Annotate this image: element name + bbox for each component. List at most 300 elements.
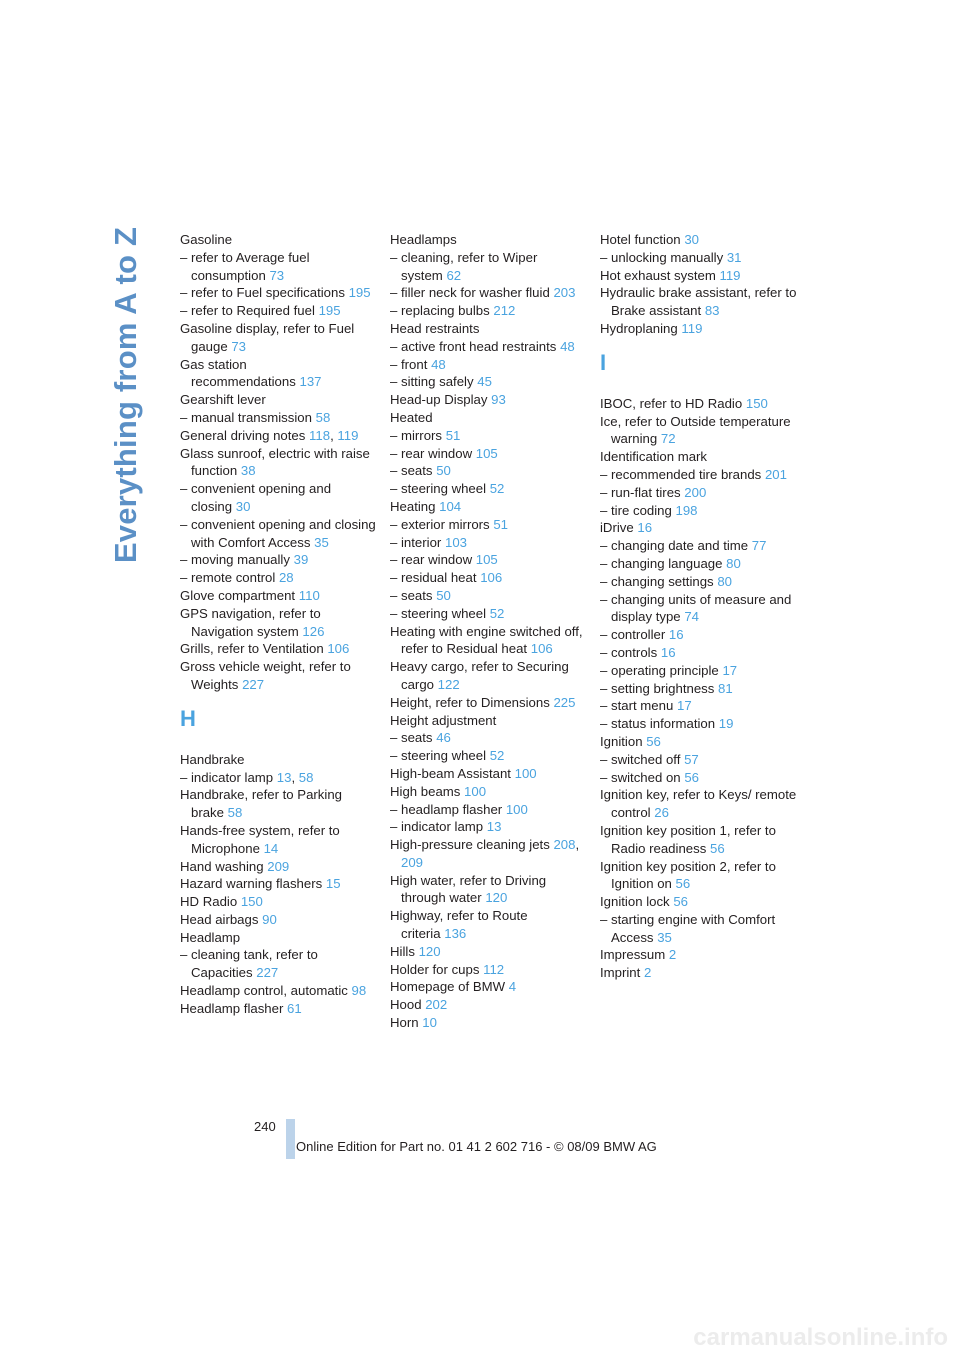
index-entry (600, 715, 800, 733)
page-ref-link[interactable]: 15 (325, 876, 341, 892)
entry-text: General driving notes (180, 427, 306, 443)
entry-text: – changing date and time (600, 538, 749, 554)
page-ref-link[interactable]: 209 (401, 854, 424, 870)
index-entry (600, 448, 800, 466)
index-entry (600, 320, 800, 338)
index-entry (390, 445, 590, 463)
entry-text: High-pressure cleaning jets (390, 837, 550, 853)
entry-text: – steering wheel (390, 748, 487, 764)
entry-text: Headlamps (390, 232, 457, 247)
index-entry (390, 765, 590, 783)
index-entry (600, 662, 800, 680)
page-ref-link[interactable]: 119 (719, 267, 741, 283)
page-ref-link[interactable]: 72 (660, 431, 676, 447)
page-ref-link[interactable]: 227 (242, 676, 265, 692)
index-entry (180, 1000, 380, 1018)
index-entry (600, 231, 800, 249)
section-letter: I (600, 349, 607, 375)
entry-text: – sitting safely (390, 374, 474, 390)
index-entry (390, 373, 590, 391)
entry-text: – unlocking manually (600, 249, 724, 265)
index-entry (600, 697, 800, 715)
index-entry (390, 658, 590, 694)
entry-text: – starting engine with Comfort Access (600, 911, 776, 945)
entry-text: Identification mark (600, 449, 708, 465)
entry-text: Headlamp control, automatic (180, 983, 348, 999)
entry-text: Head airbags (180, 911, 259, 927)
index-entry (390, 872, 590, 908)
page-ref-link[interactable]: 50 (436, 463, 451, 479)
index-entry (390, 427, 590, 445)
entry-text: Glove compartment (180, 587, 296, 603)
index-entry (180, 445, 380, 481)
entry-text: Heated (390, 409, 433, 425)
page-ref-link[interactable]: 28 (278, 570, 294, 586)
page-ref-link[interactable]: 104 (439, 498, 462, 514)
page-ref-link[interactable]: 77 (751, 538, 767, 554)
index-entry (180, 858, 380, 876)
page-ref-link[interactable]: 110 (298, 587, 320, 603)
index-entry (600, 484, 800, 502)
page-ref-link[interactable]: 2 (643, 965, 652, 981)
side-section-title (102, 226, 150, 564)
page-ref-link[interactable]: 52 (489, 481, 505, 497)
index-entry (600, 466, 800, 484)
index-entry (390, 284, 590, 302)
index-entry (600, 751, 800, 769)
page-ref-link[interactable]: 80 (726, 555, 741, 571)
page-ref-link[interactable]: 227 (256, 965, 279, 981)
page-ref-link[interactable]: 122 (437, 676, 460, 692)
entry-text: Heating with engine switched off, refer to Residual heat (390, 623, 583, 657)
index-entry (390, 302, 590, 320)
page-ref-link[interactable]: 118 (309, 427, 331, 443)
page-ref-link[interactable]: 52 (489, 605, 505, 621)
entry-text: HD Radio (180, 894, 238, 910)
page-ref-link[interactable]: 90 (262, 911, 277, 927)
index-entry (180, 302, 380, 320)
section-gap (180, 740, 380, 751)
entry-text: Head restraints (390, 320, 480, 336)
page-ref-link[interactable]: 30 (684, 232, 699, 247)
page-ref-link[interactable]: 80 (717, 573, 732, 589)
index-entry (600, 413, 800, 449)
index-entry (180, 569, 380, 587)
entry-text: – filler neck for washer fluid (390, 285, 550, 301)
entry-text: – controls (600, 644, 658, 660)
page-ref-link[interactable]: 120 (418, 943, 441, 959)
index-entry (390, 961, 590, 979)
index-entry (180, 605, 380, 641)
entry-text: Gasoline (180, 232, 233, 247)
entry-text: Grills, refer to Ventilation (180, 641, 324, 657)
entry-text: – cleaning, refer to Wiper system (390, 249, 538, 283)
entry-text: – convenient opening and closing with Comfort Access (180, 516, 376, 550)
index-entry (390, 996, 590, 1014)
page-ref-link[interactable]: 100 (514, 765, 537, 781)
entry-text: – moving manually (180, 552, 290, 568)
entry-text: Hills (390, 943, 415, 959)
entry-text: Hot exhaust system (600, 267, 716, 283)
index-entry: General driving notes 118, 119 (180, 427, 359, 443)
page-ref-link[interactable]: 19 (718, 716, 734, 732)
page-ref-link[interactable]: 14 (263, 840, 279, 856)
page-ref-link[interactable]: 203 (553, 285, 576, 301)
index-entry (390, 551, 590, 569)
index-entry (600, 946, 800, 964)
entry-text: Ignition key position 1, refer to Radio readiness (600, 822, 776, 856)
side-title-text: Everything from A to Z (108, 226, 144, 564)
entry-text: Headlamp flasher (180, 1000, 284, 1016)
page-ref-link[interactable]: 200 (684, 484, 707, 500)
entry-text: Handbrake, refer to Parking brake (180, 787, 342, 821)
page-ref-link[interactable]: 51 (445, 427, 461, 443)
entry-text: Headlamp (180, 929, 241, 945)
index-entry (390, 729, 590, 747)
entry-text: High beams (390, 783, 461, 799)
index-entry (180, 822, 380, 858)
page-ref-link[interactable]: 100 (505, 801, 528, 817)
index-entry (390, 462, 590, 480)
entry-text: Hotel function (600, 232, 681, 247)
entry-text: Gross vehicle weight, refer to Weights (180, 659, 351, 692)
page-ref-link[interactable]: 58 (298, 769, 314, 785)
index-column-3 (600, 231, 800, 982)
entry-text: Glass sunroof, electric with raise function (180, 445, 370, 479)
entry-text: Ignition key, refer to Keys/ remote control (600, 787, 797, 821)
entry-text: Ignition key position 2, refer to Ignition on (600, 858, 776, 892)
page-ref-link[interactable]: 17 (676, 698, 692, 714)
entry-text: Hazard warning flashers (180, 876, 323, 892)
page-ref-link[interactable]: 13 (276, 769, 292, 785)
page-ref-link[interactable]: 195 (318, 303, 341, 319)
entry-text: – steering wheel (390, 481, 487, 497)
section-letter: H (180, 705, 196, 731)
entry-text: – interior (390, 534, 442, 550)
page-ref-link[interactable]: 2 (668, 947, 677, 963)
index-entry (600, 519, 800, 537)
index-entry (180, 284, 380, 302)
entry-text: Height adjustment (390, 712, 497, 728)
index-entry (600, 537, 800, 555)
page-ref-link[interactable]: 30 (235, 498, 251, 514)
index-entry (600, 249, 800, 267)
entry-text: – changing settings (600, 573, 714, 589)
page-ref-link[interactable]: 16 (660, 644, 676, 660)
index-entry (600, 680, 800, 698)
page-ref-link[interactable]: 137 (299, 374, 322, 390)
page-ref-link[interactable]: 201 (764, 466, 787, 482)
page-ref-link[interactable]: 126 (302, 623, 325, 639)
entry-text: – seats (390, 463, 433, 479)
index-entry (180, 231, 380, 249)
index-entry (390, 338, 590, 356)
page-ref-link[interactable]: 56 (646, 733, 661, 749)
page-ref-link[interactable]: 46 (436, 730, 451, 746)
page-ref-link[interactable]: 212 (493, 303, 516, 319)
entry-text: – steering wheel (390, 605, 487, 621)
index-column-1 (180, 231, 380, 1018)
page-ref-link[interactable]: 119 (337, 427, 359, 443)
page-ref-link[interactable]: 48 (431, 356, 446, 372)
page-ref-link[interactable]: 58 (227, 805, 243, 821)
index-entry (390, 605, 590, 623)
entry-text: Heavy cargo, refer to Securing cargo (390, 659, 569, 692)
entry-text: – tire coding (600, 502, 672, 518)
entry-text: Homepage of BMW (390, 979, 506, 995)
index-entry (390, 356, 590, 374)
page-ref-link[interactable]: 13 (486, 819, 502, 835)
entry-text: – front (390, 356, 428, 372)
index-entry (180, 929, 380, 947)
index-entry (180, 640, 380, 658)
page-ref-link[interactable]: 16 (668, 627, 684, 643)
entry-text: Gasoline display, refer to Fuel gauge (180, 320, 355, 354)
index-entry (390, 783, 590, 801)
page-ref-link[interactable]: 150 (240, 894, 263, 910)
index-entry (600, 911, 800, 947)
index-entry (390, 907, 590, 943)
index-entry (180, 893, 380, 911)
index-entry (390, 943, 590, 961)
entry-text: Ignition (600, 733, 643, 749)
entry-text: – headlamp flasher (390, 801, 503, 817)
index-entry (180, 320, 380, 356)
entry-text: Height, refer to Dimensions (390, 694, 550, 710)
page-ref-link[interactable]: 56 (675, 876, 691, 892)
page-ref-link[interactable]: 16 (637, 520, 653, 536)
index-entry (180, 658, 380, 694)
entry-text: – status information (600, 716, 716, 732)
index-entry (180, 911, 380, 929)
entry-text: Gearshift lever (180, 392, 266, 408)
page-ref-link[interactable]: 198 (675, 502, 698, 518)
page-ref-link[interactable]: 58 (315, 409, 331, 425)
section-gap (600, 384, 800, 395)
entry-text: Impressum (600, 947, 666, 963)
entry-text: Hand washing (180, 858, 264, 874)
index-entry (180, 356, 380, 392)
index-entry (600, 858, 800, 894)
index-entry (390, 391, 590, 409)
page-ref-link[interactable]: 56 (684, 769, 699, 785)
entry-text: – refer to Fuel specifications (180, 285, 345, 301)
page-ref-link[interactable]: 48 (560, 338, 575, 354)
index-entry: High-pressure cleaning jets 208, 209 (390, 837, 580, 870)
page-ref-link[interactable]: 105 (475, 445, 498, 461)
index-entry (600, 555, 800, 573)
page-ref-link[interactable]: 74 (684, 609, 699, 625)
index-entry (600, 786, 800, 822)
index-entry (180, 786, 380, 822)
index-entry (600, 591, 800, 627)
page-ref-link[interactable]: 106 (480, 570, 503, 586)
index-entry (600, 964, 800, 982)
index-entry (600, 769, 800, 787)
entry-text: – operating principle (600, 662, 719, 678)
entry-text: Hydroplaning (600, 320, 678, 336)
page-number: 240 (254, 1119, 276, 1134)
index-entry (390, 249, 590, 285)
entry-text: Imprint (600, 965, 641, 981)
page-ref-link[interactable]: 56 (709, 840, 725, 856)
entry-text: – seats (390, 587, 433, 603)
index-entry (180, 875, 380, 893)
page-ref-link[interactable]: 119 (681, 320, 703, 336)
index-entry (390, 534, 590, 552)
footer-text: Online Edition for Part no. 01 41 2 602 716 - © 08/09 BMW AG (296, 1139, 657, 1154)
entry-text: – start menu (600, 698, 674, 714)
entry-text: – convenient opening and closing (180, 481, 332, 514)
entry-text: High-beam Assistant (390, 765, 511, 781)
entry-text: – rear window (390, 552, 473, 568)
entry-text: Hood (390, 997, 422, 1013)
entry-text: – active front head restraints (390, 338, 557, 354)
page-ref-link[interactable]: 103 (444, 534, 467, 550)
index-entry (600, 822, 800, 858)
page-ref-link[interactable]: 150 (745, 395, 768, 411)
page-ref-link[interactable]: 202 (425, 997, 448, 1013)
index-entry (600, 395, 800, 413)
entry-text: GPS navigation, refer to Navigation system (180, 605, 321, 639)
page-ref-link[interactable]: 225 (553, 694, 576, 710)
index-entry (600, 284, 800, 320)
entry-text: Head-up Display (390, 392, 488, 408)
index-entry (180, 480, 380, 516)
entry-text: Heating (390, 498, 436, 514)
entry-text: Ice, refer to Outside temperature warning (600, 413, 791, 447)
entry-text: – rear window (390, 445, 473, 461)
entry-text: – switched on (600, 769, 681, 785)
index-entry (390, 480, 590, 498)
page-ref-link[interactable]: 39 (293, 552, 309, 568)
index-entry (180, 587, 380, 605)
entry-text: IBOC, refer to HD Radio (600, 395, 743, 411)
entry-text: – manual transmission (180, 409, 312, 425)
index-entry (180, 982, 380, 1000)
index-entry (600, 644, 800, 662)
index-entry (600, 573, 800, 591)
index-entry (180, 751, 380, 769)
page-ref-link[interactable]: 208 (553, 837, 576, 853)
entry-text: Ignition lock (600, 894, 670, 910)
page-ref-link[interactable]: 106 (530, 641, 553, 657)
entry-text: – changing language (600, 555, 723, 571)
entry-text: – remote control (180, 570, 276, 586)
entry-text: Highway, refer to Route criteria (390, 908, 528, 942)
page-ref-link[interactable]: 45 (477, 374, 492, 390)
index-entry (180, 516, 380, 552)
index-entry (180, 409, 380, 427)
entry-text: – exterior mirrors (390, 516, 490, 532)
page-ref-link[interactable]: 106 (327, 641, 350, 657)
page-ref-link[interactable]: 83 (704, 303, 720, 319)
entry-text: Hands-free system, refer to Microphone (180, 822, 340, 856)
page-ref-link[interactable]: 57 (684, 751, 699, 767)
index-entry (180, 249, 380, 285)
entry-text: – setting brightness (600, 680, 715, 696)
page-ref-link[interactable]: 26 (654, 805, 669, 821)
index-entry (600, 267, 800, 285)
entry-text: – controller (600, 627, 666, 643)
page-ref-link[interactable]: 100 (464, 783, 487, 799)
page-ref-link[interactable]: 35 (314, 534, 329, 550)
entry-text: Handbrake (180, 751, 245, 767)
page-ref-link[interactable]: 98 (351, 983, 367, 999)
page-ref-link[interactable]: 61 (287, 1000, 302, 1016)
entry-text: – changing units of measure and display type (600, 591, 792, 625)
page-ref-link[interactable]: 50 (436, 587, 451, 603)
page-ref-link[interactable]: 35 (657, 929, 672, 945)
page-ref-link[interactable]: 93 (491, 392, 506, 408)
page-ref-link[interactable]: 73 (231, 338, 247, 354)
index-entry (390, 694, 590, 712)
entry-text: High water, refer to Driving through water (390, 872, 547, 906)
index-entry (180, 946, 380, 982)
index-entry (390, 569, 590, 587)
page-ref-link[interactable]: 52 (489, 748, 505, 764)
entry-text: – mirrors (390, 427, 443, 443)
entry-text: – residual heat (390, 570, 477, 586)
index-entry (390, 818, 590, 836)
index-entry: – indicator lamp 13, 58 (180, 769, 314, 785)
entry-text: – switched off (600, 751, 681, 767)
page-ref-link[interactable]: 51 (493, 516, 508, 532)
entry-text: – refer to Required fuel (180, 303, 315, 319)
page-ref-link[interactable]: 4 (508, 979, 517, 995)
page-ref-link[interactable]: 31 (726, 249, 742, 265)
index-entry (390, 498, 590, 516)
page-ref-link[interactable]: 81 (718, 680, 733, 696)
entry-text: – recommended tire brands (600, 466, 762, 482)
entry-text: iDrive (600, 520, 634, 536)
index-entry (390, 516, 590, 534)
index-entry (390, 409, 590, 427)
index-entry (390, 801, 590, 819)
index-entry (390, 587, 590, 605)
page-ref-link[interactable]: 105 (475, 552, 498, 568)
page-ref-link[interactable]: 73 (269, 267, 285, 283)
page-ref-link[interactable]: 38 (240, 463, 256, 479)
index-entry (180, 391, 380, 409)
index-entry (600, 626, 800, 644)
footer-bar (286, 1119, 295, 1159)
page-ref-link[interactable]: 56 (673, 894, 688, 910)
index-entry (390, 747, 590, 765)
entry-text: – run-flat tires (600, 484, 681, 500)
index-entry (600, 893, 800, 911)
index-entry (390, 623, 590, 659)
index-entry (390, 320, 590, 338)
page-ref-link[interactable]: 62 (446, 267, 462, 283)
page-ref-link[interactable]: 136 (444, 926, 467, 942)
index-entry (600, 733, 800, 751)
index-entry (390, 231, 590, 249)
page-ref-link[interactable]: 120 (485, 890, 508, 906)
page-ref-link[interactable]: 112 (483, 961, 505, 977)
entry-text: Holder for cups (390, 961, 480, 977)
page-ref-link[interactable]: 10 (422, 1015, 437, 1031)
entry-text: – seats (390, 730, 433, 746)
page-ref-link[interactable]: 195 (348, 285, 371, 301)
entry-text: – indicator lamp (180, 769, 274, 785)
index-entry (600, 502, 800, 520)
page-ref-link[interactable]: 209 (267, 858, 290, 874)
page-ref-link[interactable]: 17 (722, 662, 738, 678)
entry-text: – replacing bulbs (390, 303, 490, 319)
entry-text: Hydraulic brake assistant, refer to Brake assistant (600, 285, 797, 319)
entry-text: – cleaning tank, refer to Capacities (180, 947, 318, 981)
